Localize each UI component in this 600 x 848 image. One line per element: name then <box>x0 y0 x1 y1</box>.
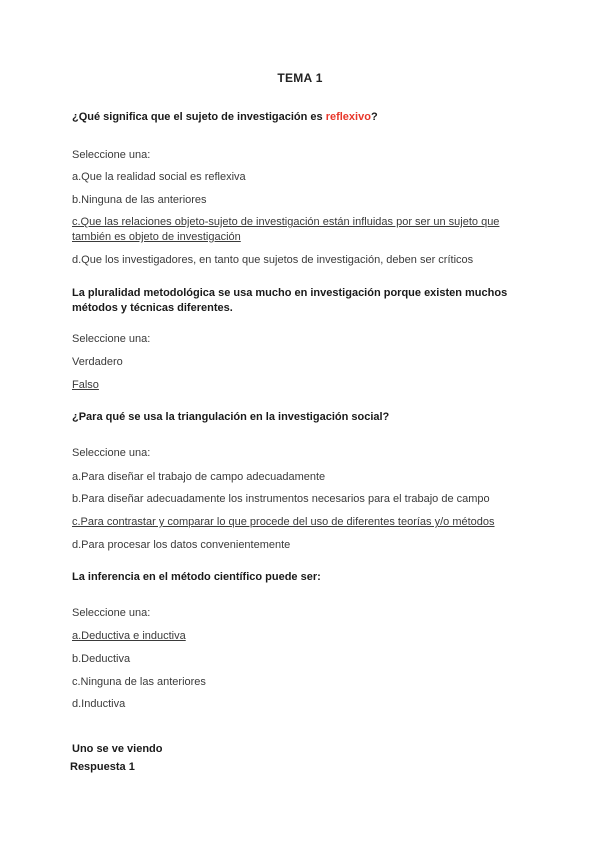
question-1-option-d[interactable]: d.Que los investigadores, en tanto que sujetos de investigación, deben ser críticos <box>72 254 474 266</box>
question-1-text <box>72 110 532 125</box>
question-3-option-c[interactable]: c.Para contrastar y comparar lo que procede del uso de diferentes teorías y/o métodos <box>72 516 495 528</box>
question-4-option-d[interactable]: d.Inductiva <box>72 698 126 710</box>
question-4-option-c[interactable]: c.Ninguna de las anteriores <box>72 676 206 688</box>
question-1-text-after: ? <box>370 111 378 123</box>
question-4-option-b[interactable]: b.Deductiva <box>72 653 131 665</box>
question-1-text-before: ¿Qué significa que el sujeto de investigación es <box>72 111 326 123</box>
question-3-text: ¿Para qué se usa la triangulación en la investigación social? <box>72 411 390 423</box>
footer-line-1: Uno se ve viendo <box>72 743 163 755</box>
footer-line-2: Respuesta 1 <box>70 761 135 773</box>
page-title: TEMA 1 <box>277 71 323 85</box>
question-1-option-a[interactable]: a.Que la realidad social es reflexiva <box>72 171 246 183</box>
question-1-option-c[interactable]: c.Que las relaciones objeto-sujeto de investigación están influidas por ser un sujeto que también es objeto de investigación <box>72 216 500 243</box>
question-4-text: La inferencia en el método científico puede ser: <box>72 571 321 583</box>
question-3-prompt: Seleccione una: <box>72 447 151 459</box>
question-4-prompt: Seleccione una: <box>72 607 151 619</box>
question-3-option-b[interactable]: b.Para diseñar adecuadamente los instrumentos necesarios para el trabajo de campo <box>72 493 490 505</box>
question-2-option-false[interactable]: Falso <box>72 379 99 391</box>
question-2-text: La pluralidad metodológica se usa mucho en investigación porque existen muchos métodos y técnicas diferentes. <box>72 287 508 314</box>
question-1-highlight: reflexivo <box>325 111 371 123</box>
question-3-option-a[interactable]: a.Para diseñar el trabajo de campo adecuadamente <box>72 471 326 483</box>
question-1-prompt: Seleccione una: <box>72 149 151 161</box>
question-3-option-d[interactable]: d.Para procesar los datos convenientemente <box>72 539 291 551</box>
question-1-option-b[interactable]: b.Ninguna de las anteriores <box>72 194 207 206</box>
question-4-option-a[interactable]: a.Deductiva e inductiva <box>72 630 186 642</box>
question-2-option-true[interactable]: Verdadero <box>72 356 123 368</box>
question-2-prompt: Seleccione una: <box>72 333 151 345</box>
